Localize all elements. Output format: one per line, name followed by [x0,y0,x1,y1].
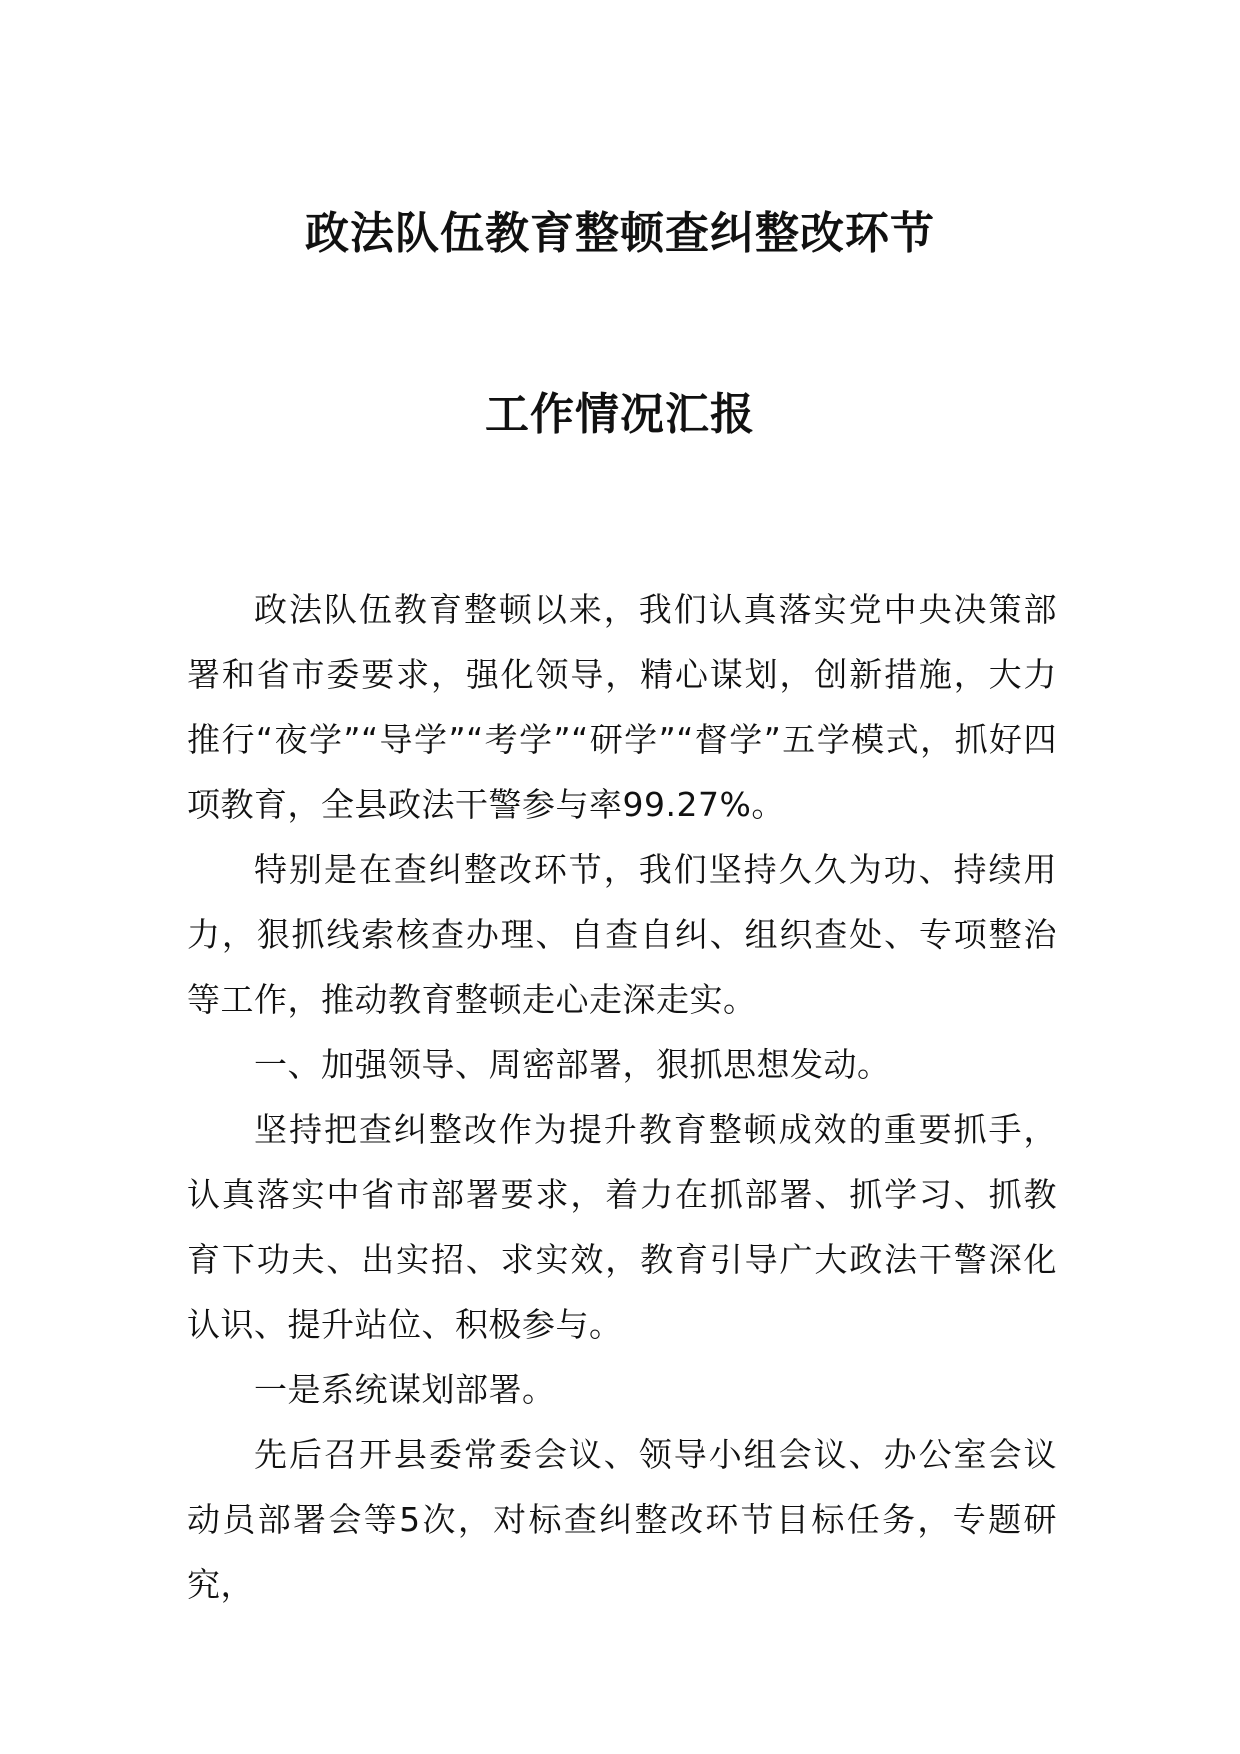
section-heading-one: 一、加强领导、周密部署，狠抓思想发动。 [254,1045,891,1084]
paragraph-rectification: 特别是在查纠整改环节，我们坚持久久为功、持续用力，狠抓线索核查办理、自查自纠、组织查处、专项整治等工作，推动教育整顿走心走深走实。 [187,850,1057,1019]
paragraph-meetings: 先后召开县委常委会议、领导小组会议、办公室会议动员部署会等5次，对标查纠整改环节目标任务，专题研究， [187,1435,1057,1604]
document-title-line-1: 政法队伍教育整顿查纠整改环节 [305,208,935,259]
document-title-line-2: 工作情况汇报 [485,389,755,440]
paragraph-intro: 政法队伍教育整顿以来，我们认真落实党中央决策部署和省市委要求，强化领导，精心谋划，创新措施，大力推行“夜学”“导学”“考学”“研学”“督学”五学模式，抓好四项教育，全县政法干警参与率99.27%。 [187,590,1057,824]
document-body [187,577,1057,1617]
paragraph-section-one: 坚持把查纠整改作为提升教育整顿成效的重要抓手，认真落实中省市部署要求，着力在抓部署、抓学习、抓教育下功夫、出实招、求实效，教育引导广大政法干警深化认识、提升站位、积极参与。 [187,1110,1057,1344]
subheading-planning: 一是系统谋划部署。 [254,1370,556,1409]
